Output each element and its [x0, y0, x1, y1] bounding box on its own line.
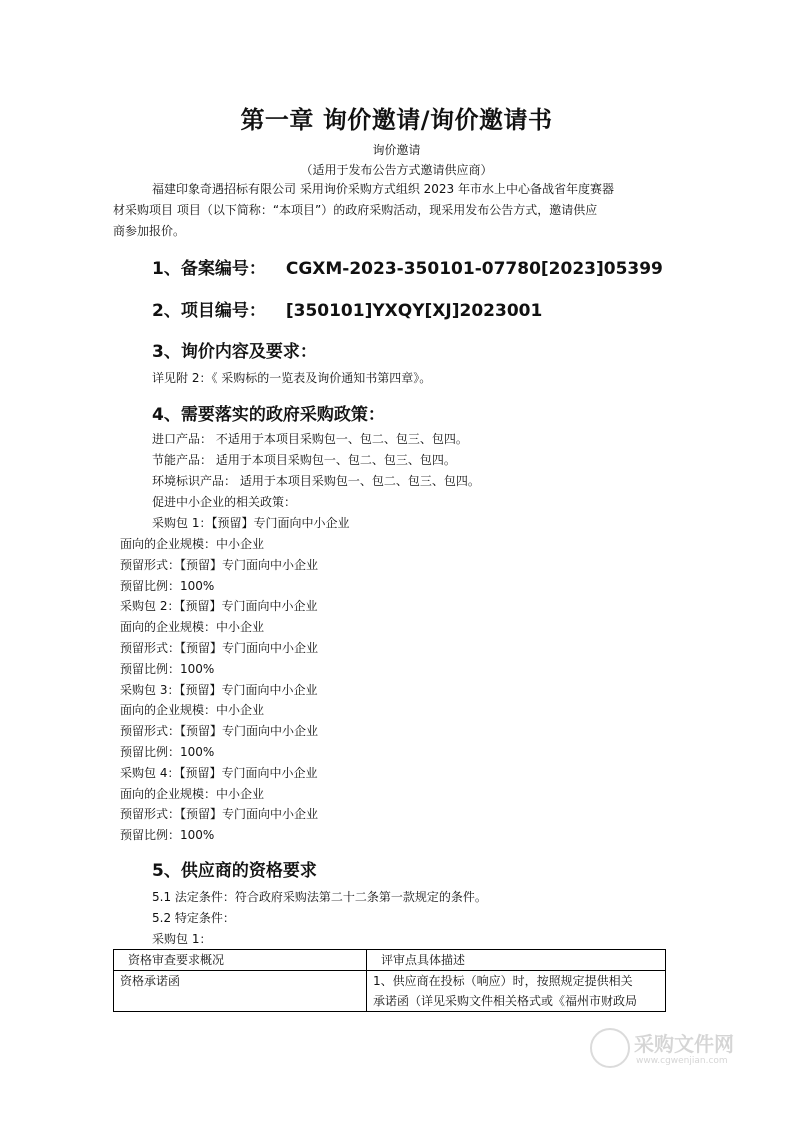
section-label: 项目编号： — [180, 301, 266, 321]
table-cell: 资格承诺函 — [114, 971, 367, 1012]
table-cell — [367, 971, 666, 1012]
package-4: 采购包 4：【预留】专门面向中小企业 — [120, 766, 318, 780]
package-1-ratio: 预留比例：100% — [120, 579, 215, 593]
table-header-row — [114, 950, 666, 971]
section-num: 1、 — [152, 259, 181, 279]
section-5-heading — [152, 856, 317, 881]
package-2-form: 预留形式：【预留】专门面向中小企业 — [120, 641, 319, 655]
table-header-cell: 评审点具体描述 — [367, 950, 666, 971]
intro-line-2: 材采购项目 项目（以下简称：“本项目”）的政府采购活动，现采用发布公告方式，邀请供应 — [113, 203, 598, 217]
section-3-heading — [152, 337, 317, 362]
package-1-label: 采购包 1： — [152, 932, 212, 946]
intro-line-3: 商参加报价。 — [113, 224, 186, 238]
cell-line: 1、供应商在投标（响应）时，按照规定提供相关 — [373, 974, 633, 988]
package-4-form: 预留形式：【预留】专门面向中小企业 — [120, 807, 319, 821]
package-4-scale: 面向的企业规模：中小企业 — [120, 787, 265, 801]
watermark-url: www.cgwenjian.com — [636, 1056, 728, 1066]
watermark-logo-icon — [590, 1028, 630, 1068]
policy-sme: 促进中小企业的相关政策： — [152, 495, 297, 509]
record-number: CGXM-2023-350101-07780[2023]05399 — [285, 259, 663, 279]
section-num: 2、 — [152, 301, 181, 321]
package-3: 采购包 3：【预留】专门面向中小企业 — [120, 683, 318, 697]
project-number: [350101]YXQY[XJ]2023001 — [285, 301, 543, 321]
legal-condition: 5.1 法定条件：符合政府采购法第二十二条第一款规定的条件。 — [152, 890, 487, 904]
section-1-heading — [152, 254, 663, 279]
section-2-heading — [152, 296, 542, 321]
package-1: 采购包 1：【预留】专门面向中小企业 — [152, 516, 350, 530]
package-1-form: 预留形式：【预留】专门面向中小企业 — [120, 558, 319, 572]
package-2-scale: 面向的企业规模：中小企业 — [120, 620, 265, 634]
policy-import: 进口产品： 不适用于本项目采购包一、包二、包三、包四。 — [152, 432, 468, 446]
section-4-heading — [152, 400, 385, 425]
intro-line-1: 福建印象奇遇招标有限公司 采用询价采购方式组织 2023 年市水上中心备战省年度赛器 — [152, 182, 614, 196]
section-label: 询价内容及要求： — [180, 342, 317, 362]
section-label: 备案编号： — [180, 259, 266, 279]
package-3-scale: 面向的企业规模：中小企业 — [120, 703, 265, 717]
section-num: 4、 — [152, 405, 181, 425]
watermark — [590, 1026, 750, 1076]
table-row — [114, 971, 666, 1012]
package-4-ratio: 预留比例：100% — [120, 828, 215, 842]
page-title: 第一章 询价邀请/询价邀请书 — [240, 106, 553, 134]
package-2: 采购包 2：【预留】专门面向中小企业 — [120, 599, 318, 613]
watermark-name: 采购文件网 — [634, 1032, 734, 1056]
package-3-ratio: 预留比例：100% — [120, 745, 215, 759]
table-header-cell: 资格审查要求概况 — [114, 950, 367, 971]
cell-line: 承诺函（详见采购文件相关格式或《福州市财政局 — [373, 994, 638, 1008]
section-3-text: 详见附 2：《 采购标的一览表及询价通知书第四章》。 — [152, 371, 432, 385]
policy-environment: 环境标识产品： 适用于本项目采购包一、包二、包三、包四。 — [152, 474, 480, 488]
section-num: 3、 — [152, 342, 181, 362]
section-num: 5、 — [152, 861, 181, 881]
special-condition: 5.2 特定条件： — [152, 911, 235, 925]
section-label: 需要落实的政府采购政策： — [180, 405, 385, 425]
section-label: 供应商的资格要求 — [180, 861, 317, 881]
qualification-table — [113, 949, 666, 1012]
package-3-form: 预留形式：【预留】专门面向中小企业 — [120, 724, 319, 738]
package-2-ratio: 预留比例：100% — [120, 662, 215, 676]
subtitle: 询价邀请 — [372, 143, 421, 157]
subtitle-note: （适用于发布公告方式邀请供应商） — [300, 163, 493, 177]
package-1-scale: 面向的企业规模：中小企业 — [120, 537, 265, 551]
policy-energy: 节能产品： 适用于本项目采购包一、包二、包三、包四。 — [152, 453, 456, 467]
